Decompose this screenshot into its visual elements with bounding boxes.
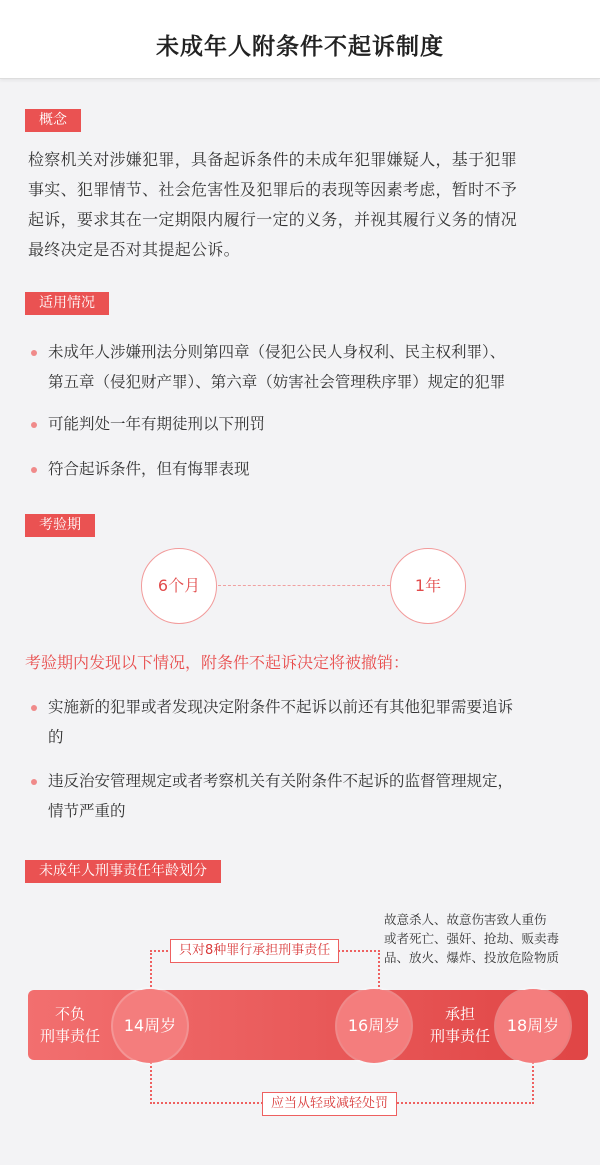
concept-line: 事实、犯罪情节、社会危害性及犯罪后的表现等因素考虑，暂时不予: [28, 180, 518, 199]
no-liability-label: [30, 1003, 110, 1047]
probation-tag: 考验期: [25, 514, 95, 537]
list-item-text: 实施新的犯罪或者发现决定附条件不起诉以前还有其他犯罪需要追诉: [48, 698, 514, 716]
no-liability-line: 不负: [54, 1005, 85, 1023]
crimes-note: [384, 910, 594, 967]
liability-line: 承担: [444, 1005, 475, 1023]
liability-label: [424, 1003, 496, 1047]
list-item: [28, 454, 588, 484]
list-item-text: 情节严重的: [48, 802, 126, 820]
revocation-warning: 考验期内发现以下情况，附条件不起诉决定将被撤销：: [25, 653, 410, 672]
top-label: 只对8种罪行承担刑事责任: [170, 939, 339, 963]
list-item: [28, 409, 588, 439]
list-item: [28, 766, 588, 826]
applicable-tag: 适用情况: [25, 292, 109, 315]
list-item-text: 违反治安管理规定或者考察机关有关附条件不起诉的监督管理规定，: [48, 772, 514, 790]
crimes-note-line: 品、放火、爆炸、投放危险物质: [384, 950, 560, 965]
list-item: [28, 337, 588, 397]
age-16-circle: 16周岁: [337, 989, 411, 1063]
list-item-text: 可能判处一年有期徒刑以下刑罚: [48, 415, 266, 433]
list-item-text: 未成年人涉嫌刑法分则第四章（侵犯公民人身权利、民主权利罪）、: [48, 343, 506, 361]
page-header: [0, 0, 600, 79]
age-division-tag: 未成年人刑事责任年龄划分: [25, 860, 221, 883]
list-item-text: 的: [48, 728, 64, 746]
concept-line: 起诉，要求其在一定期限内履行一定的义务，并视其履行义务的情况: [28, 210, 518, 229]
concept-line: 最终决定是否对其提起公诉。: [28, 240, 240, 259]
concept-line: 检察机关对涉嫌犯罪，具备起诉条件的未成年犯罪嫌疑人，基于犯罪: [28, 150, 518, 169]
probation-min-circle: 6个月: [141, 548, 217, 624]
age-14-circle: 14周岁: [113, 989, 187, 1063]
concept-paragraph: [28, 145, 578, 265]
list-item-text: 第五章（侵犯财产罪）、第六章（妨害社会管理秩序罪）规定的犯罪: [48, 373, 506, 391]
no-liability-line: 刑事责任: [39, 1027, 100, 1045]
list-item: [28, 692, 588, 752]
probation-dash-line: [218, 585, 390, 586]
crimes-note-line: 故意杀人、故意伤害致人重伤: [384, 912, 547, 927]
probation-max-circle: 1年: [390, 548, 466, 624]
age-18-circle: 18周岁: [496, 989, 570, 1063]
bottom-label: 应当从轻或减轻处罚: [262, 1092, 397, 1116]
list-item-text: 符合起诉条件，但有悔罪表现: [48, 460, 250, 478]
page-title: 未成年人附条件不起诉制度: [156, 34, 444, 60]
crimes-note-line: 或者死亡、强奸、抢劫、贩卖毒: [384, 931, 560, 946]
liability-line: 刑事责任: [429, 1027, 490, 1045]
concept-tag: 概念: [25, 109, 81, 132]
